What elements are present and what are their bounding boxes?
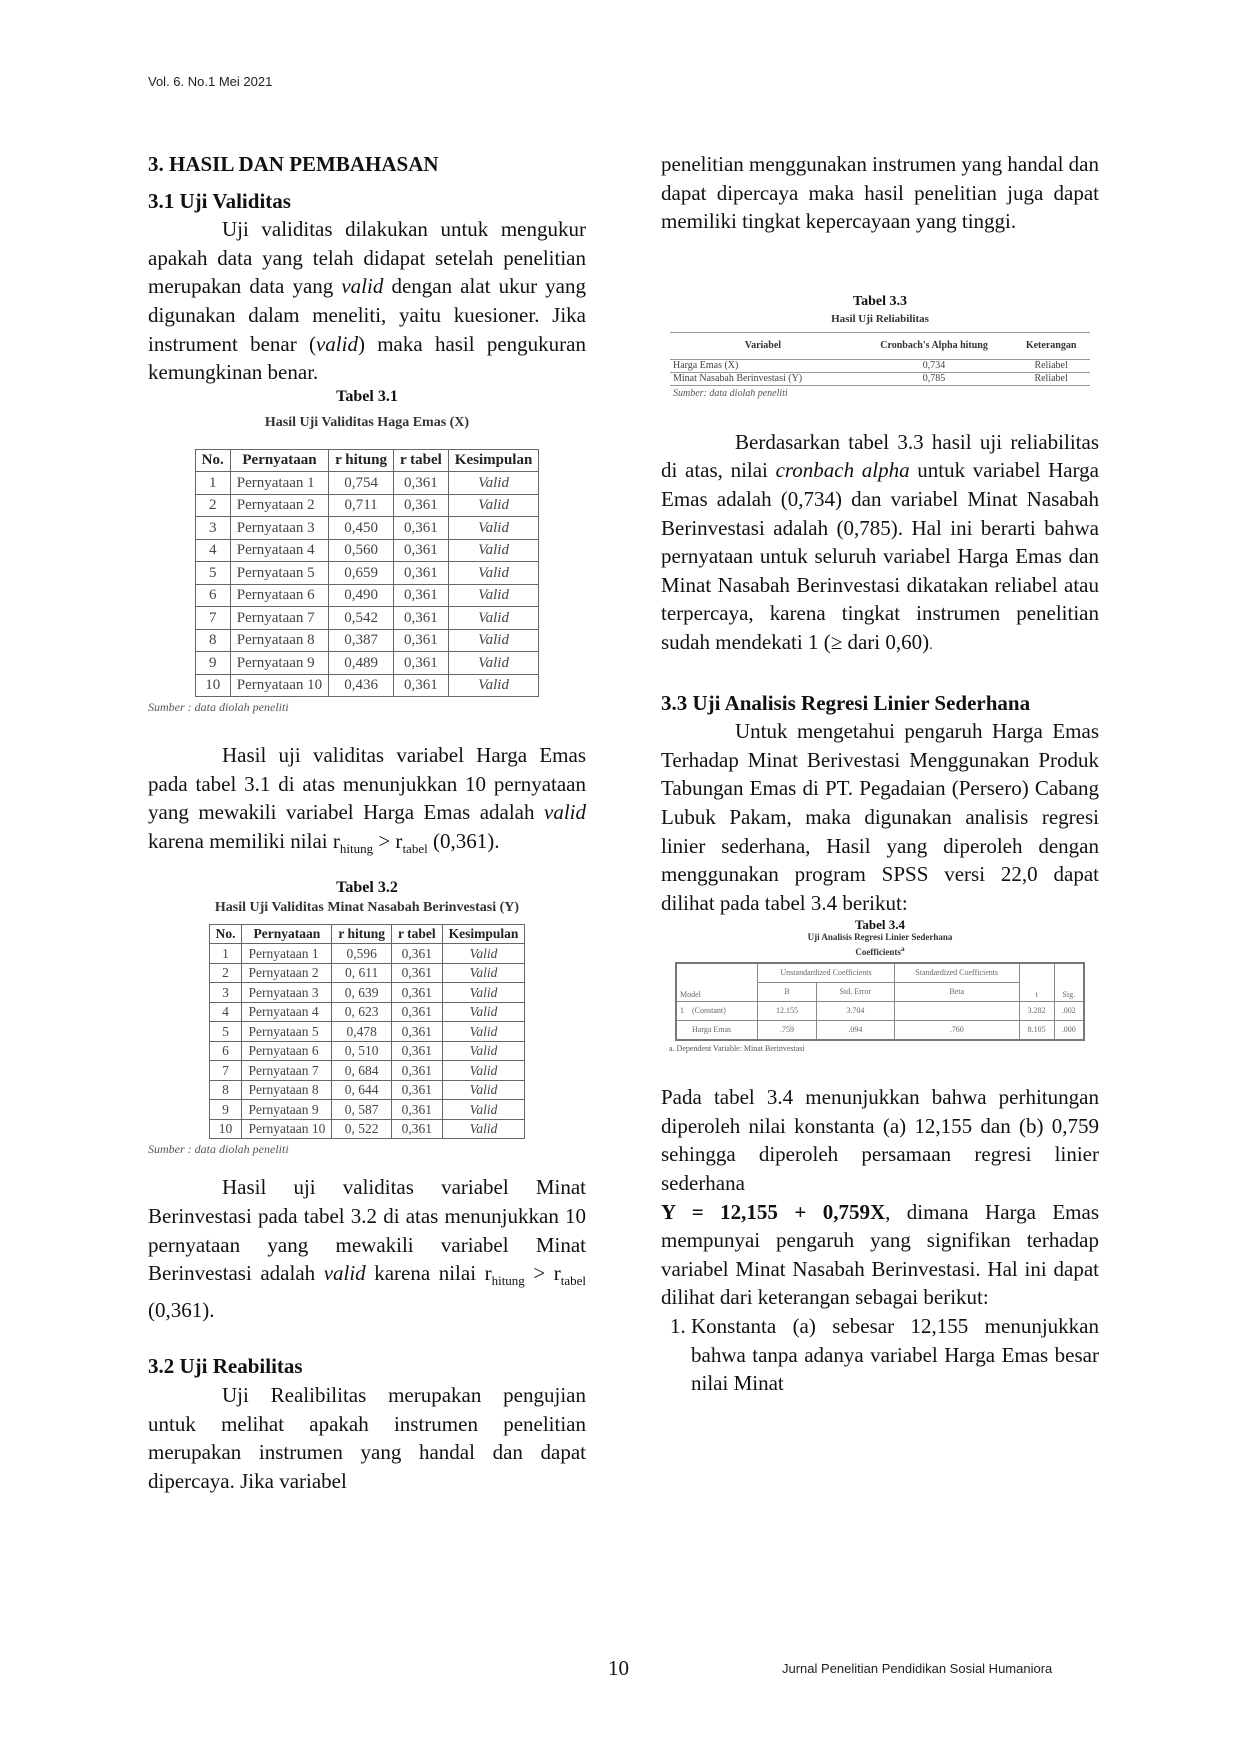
table-31 [195,449,540,698]
table-cell: 0,785 [856,372,1012,385]
table-cell: 1 [209,944,242,964]
table-cell: Pernyataan 6 [242,1041,332,1061]
table-cell: Pernyataan 4 [230,539,328,562]
table-31-source: Sumber : data diolah peneliti [148,700,289,715]
table-cell: 12.155 [758,1002,817,1021]
table-cell: 0,361 [391,944,442,964]
table-34-beta-header: Beta [894,983,1019,1002]
table-cell: 0, 644 [332,1080,392,1100]
table-cell: 0, 684 [332,1061,392,1081]
table-row [195,517,539,540]
table-row [195,562,539,585]
table-34 [675,962,1085,1041]
table-row [676,1002,1084,1021]
table-header-cell: Pernyataan [230,449,328,472]
table-cell: 3 [209,983,242,1003]
table-cell: 6 [195,584,230,607]
table-cell: 2 [209,963,242,983]
table-cell: Valid [442,1119,525,1139]
table-34-b-header: B [758,983,817,1002]
table-cell: 3.282 [1019,1002,1054,1021]
table-header-cell: r hitung [332,924,392,944]
table-33-header: Variabel [670,332,856,359]
table-cell: Valid [448,539,539,562]
table-cell: 0,711 [329,494,394,517]
table-cell: 5 [195,562,230,585]
table-cell: .094 [816,1021,894,1041]
page-number: 10 [608,1656,629,1680]
table-33-title: Hasil Uji Reliabilitas [831,312,929,325]
table-row [209,1041,525,1061]
table-34-unstd-header: Unstandardized Coefficients [758,963,895,983]
table-cell [894,1002,1019,1021]
subsection-title-32: 3.2 Uji Reabilitas [148,1354,303,1379]
table-cell: 2 [195,494,230,517]
table-cell: 0, 587 [332,1100,392,1120]
table-cell: 5 [209,1022,242,1042]
table-cell: Pernyataan 5 [230,562,328,585]
table-cell: Harga Emas [676,1021,758,1041]
table-cell: 9 [209,1100,242,1120]
table-cell: Pernyataan 8 [242,1080,332,1100]
subsection-title-31: 3.1 Uji Validitas [148,188,291,213]
table-cell: 0,361 [391,1041,442,1061]
table-cell: Valid [448,562,539,585]
table-cell: 0, 510 [332,1041,392,1061]
table-cell: 0,361 [393,629,448,652]
table-cell: Pernyataan 9 [242,1100,332,1120]
table-row [209,1022,525,1042]
table-row [195,652,539,675]
table-34-subtitle: Coefficients$^a$ [855,944,905,958]
table-32-caption: Tabel 3.2 [336,878,398,896]
table-cell: Valid [442,1100,525,1120]
table-cell: 4 [195,539,230,562]
paragraph-validity-intro: Uji validitas dilakukan untuk mengukur apakah data yang telah didapat setelah penelitian merupakan data yang valid dengan alat ukur yang digunakan dalam meneliti, yaitu kuesioner. Jika instrument benar (valid) maka hasil pengukuran kemungkinan benar. [148,217,586,385]
table-cell: 0,450 [329,517,394,540]
table-cell: 3.704 [816,1002,894,1021]
table-34-se-header: Std. Error [816,983,894,1002]
table-cell: 0,361 [393,472,448,495]
table-cell: 0,361 [393,674,448,697]
table-row [209,1061,525,1081]
list-item: 1. Konstanta (a) sebesar 12,155 menunjukkan bahwa tanpa adanya variabel Harga Emas besar nilai Minat [691,1312,1099,1398]
table-row [209,1080,525,1100]
table-cell: 8 [195,629,230,652]
table-cell: Pernyataan 2 [242,963,332,983]
table-cell: 7 [209,1061,242,1081]
paragraph-reliability-intro: Uji Realibilitas merupakan pengujian untuk melihat apakah instrumen penelitian merupakan instrumen yang handal dan dapat dipercaya. Jika variabel [148,1383,586,1493]
paragraph-reliability-result: Berdasarkan tabel 3.3 hasil uji reliabilitas di atas, nilai cronbach alpha untuk variabel Harga Emas adalah (0,734) dan variabel Minat Nasabah Berinvestasi adalah (0,785). Hal ini berarti bahwa pernyataan untuk seluruh variabel Harga Emas dan Minat Nasabah Berinvestasi dikatakan reliabel atau terpercaya, karena tingkat instrumen penelitian sudah mendekati 1 (≥ dari 0,60). [661,429,1099,654]
table-row [195,607,539,630]
paragraph-validity-y-result: Hasil uji validitas variabel Minat Berinvestasi pada tabel 3.2 di atas menunjukkan 10 pernyataan yang mewakili variabel Minat Berinvestasi adalah valid karena nilai $r_{hitung} > r_{tabel}$ (0,361). [148,1175,586,1322]
table-cell: Harga Emas (X) [670,359,856,372]
table-header-cell: r tabel [391,924,442,944]
table-32 [209,924,526,1140]
table-cell: Valid [448,652,539,675]
table-cell: 0,490 [329,584,394,607]
table-header-cell: No. [209,924,242,944]
table-cell: 0,489 [329,652,394,675]
table-cell: 0,436 [329,674,394,697]
table-cell: 0, 623 [332,1002,392,1022]
table-cell: 8.105 [1019,1021,1054,1041]
table-cell: 0,361 [393,584,448,607]
table-cell: 0,361 [391,1080,442,1100]
table-cell: 0,361 [391,1061,442,1081]
table-row [195,472,539,495]
table-cell: .760 [894,1021,1019,1041]
table-cell: Pernyataan 1 [230,472,328,495]
table-cell: 0,542 [329,607,394,630]
journal-name: Jurnal Penelitian Pendidikan Sosial Humaniora [782,1661,1053,1676]
table-cell: 0, 611 [332,963,392,983]
table-row [195,629,539,652]
table-cell: 3 [195,517,230,540]
table-cell: 0,361 [391,1022,442,1042]
table-cell: 0,361 [391,1002,442,1022]
table-cell: 0,361 [391,1119,442,1139]
table-row [676,1021,1084,1041]
explanation-list [661,1312,1099,1398]
table-cell: 0,734 [856,359,1012,372]
table-cell: 0,361 [391,963,442,983]
table-cell: Valid [442,944,525,964]
table-cell: Valid [442,1080,525,1100]
table-33-header: Cronbach's Alpha hitung [856,332,1012,359]
table-cell: 8 [209,1080,242,1100]
table-cell: Valid [448,607,539,630]
table-cell: Pernyataan 9 [230,652,328,675]
left-column [148,150,586,1495]
table-cell: Pernyataan 7 [242,1061,332,1081]
table-cell: Valid [448,629,539,652]
table-31-caption: Tabel 3.1 [336,387,398,405]
table-34-model-header: Model [676,963,758,1002]
table-cell: 1 (Constant) [676,1002,758,1021]
table-cell: Valid [442,1061,525,1081]
table-cell: Pernyataan 4 [242,1002,332,1022]
table-31-title: Hasil Uji Validitas Haga Emas (X) [264,414,470,430]
table-cell: Pernyataan 6 [230,584,328,607]
table-cell: Valid [442,1022,525,1042]
table-cell: 0,361 [393,562,448,585]
table-cell: Valid [448,494,539,517]
table-cell: 0,387 [329,629,394,652]
table-row [209,1119,525,1139]
table-cell: Valid [442,1041,525,1061]
table-cell: Valid [448,674,539,697]
paragraph-regression-result: Pada tabel 3.4 menunjukkan bahwa perhitungan diperoleh nilai konstanta (a) 12,155 dan (b) 0,759 sehingga diperoleh persamaan regresi linier sederhana [661,1085,1099,1196]
table-header-cell: No. [195,449,230,472]
table-cell: 0,361 [393,652,448,675]
table-row [670,359,1090,372]
table-row [209,1002,525,1022]
table-32-title: Hasil Uji Validitas Minat Nasabah Berinvestasi (Y) [214,899,520,915]
paragraph-regression-equation: Y = 12,155 + 0,759X, dimana Harga Emas mempunyai pengaruh yang signifikan terhadap variabel Minat Nasabah Berinvestasi. Hal ini dapat dilihat dari keterangan sebagai berikut: [661,1199,1100,1310]
table-cell: 9 [195,652,230,675]
table-row [195,674,539,697]
table-cell: 7 [195,607,230,630]
table-34-title: Uji Analisis Regresi Linier Sederhana [807,932,953,943]
table-cell: 0,361 [391,1100,442,1120]
table-34-std-header: Standardized Coefficients [894,963,1019,983]
table-cell: Valid [442,983,525,1003]
table-cell: Pernyataan 3 [242,983,332,1003]
table-cell: 0,361 [393,494,448,517]
table-header-cell: Kesimpulan [448,449,539,472]
table-cell: Valid [448,517,539,540]
table-cell: Pernyataan 10 [242,1119,332,1139]
table-cell: Valid [448,472,539,495]
right-column [661,150,1099,1398]
table-cell: 0,361 [393,607,448,630]
table-cell: 4 [209,1002,242,1022]
table-cell: Pernyataan 2 [230,494,328,517]
table-row [195,494,539,517]
table-cell: Pernyataan 3 [230,517,328,540]
table-cell: Valid [448,584,539,607]
table-cell: Valid [442,963,525,983]
table-cell: 0, 639 [332,983,392,1003]
table-cell: Reliabel [1012,372,1090,385]
table-row [209,983,525,1003]
table-cell: 10 [209,1119,242,1139]
table-cell: Pernyataan 5 [242,1022,332,1042]
table-header-cell: Pernyataan [242,924,332,944]
table-cell: 0,754 [329,472,394,495]
table-row [209,1100,525,1120]
table-cell: 1 [195,472,230,495]
subsection-title-33: 3.3 Uji Analisis Regresi Linier Sederhana [661,690,1031,715]
table-33-caption: Tabel 3.3 [853,293,907,309]
table-cell: .000 [1054,1021,1084,1041]
table-cell: 0,361 [393,539,448,562]
table-33-source: Sumber: data diolah peneliti [673,387,788,399]
paragraph-regression-intro: Untuk mengetahui pengaruh Harga Emas Terhadap Minat Berivestasi Menggunakan Produk Tabungan Emas di PT. Pegadaian (Persero) Cabang Lubuk Pakam, maka digunakan analisis regresi linier sederhana, Hasil yang diperoleh dengan menggunakan program SPSS versi 22,0 dapat dilihat pada tabel 3.4 berikut: [661,719,1099,915]
table-row [195,539,539,562]
table-cell: Pernyataan 7 [230,607,328,630]
table-cell: 0,361 [393,517,448,540]
table-cell: 0,478 [332,1022,392,1042]
running-header: Vol. 6. No.1 Mei 2021 [148,74,273,89]
table-cell: 6 [209,1041,242,1061]
section-title: 3. HASIL DAN PEMBAHASAN [148,152,439,176]
table-row [670,372,1090,385]
table-34-sig-header: Sig. [1054,963,1084,1002]
paragraph-reliability-cont: penelitian menggunakan instrumen yang handal dan dapat dipercaya maka hasil penelitian juga dapat memiliki tingkat kepercayaan yang tinggi. [661,152,1099,234]
table-cell: 0,361 [391,983,442,1003]
table-cell: Pernyataan 10 [230,674,328,697]
table-cell: 0,659 [329,562,394,585]
table-33 [670,332,1090,386]
table-row [209,944,525,964]
table-32-source: Sumber : data diolah peneliti [148,1142,289,1157]
table-33-header: Keterangan [1012,332,1090,359]
table-cell: 0,596 [332,944,392,964]
table-cell: 0,560 [329,539,394,562]
table-34-caption: Tabel 3.4 [854,917,906,933]
table-cell: 0, 522 [332,1119,392,1139]
table-cell: 10 [195,674,230,697]
table-header-cell: r tabel [393,449,448,472]
paragraph-validity-x-result: Hasil uji validitas variabel Harga Emas pada tabel 3.1 di atas menunjukkan 10 pernyataan yang mewakili variabel Harga Emas adalah valid karena memiliki nilai $r_{hitung} > r_{tabel}$ (0,361). [148,743,586,857]
table-34-t-header: t [1019,963,1054,1002]
table-cell: Reliabel [1012,359,1090,372]
table-row [195,584,539,607]
table-header-cell: Kesimpulan [442,924,525,944]
table-header-cell: r hitung [329,449,394,472]
table-34-note: a. Dependent Variable: Minat Berinvestasi [669,1044,805,1054]
table-cell: Valid [442,1002,525,1022]
table-cell: .002 [1054,1002,1084,1021]
table-row [209,963,525,983]
table-cell: .759 [758,1021,817,1041]
table-cell: Pernyataan 8 [230,629,328,652]
table-cell: Pernyataan 1 [242,944,332,964]
table-cell: Minat Nasabah Berinvestasi (Y) [670,372,856,385]
